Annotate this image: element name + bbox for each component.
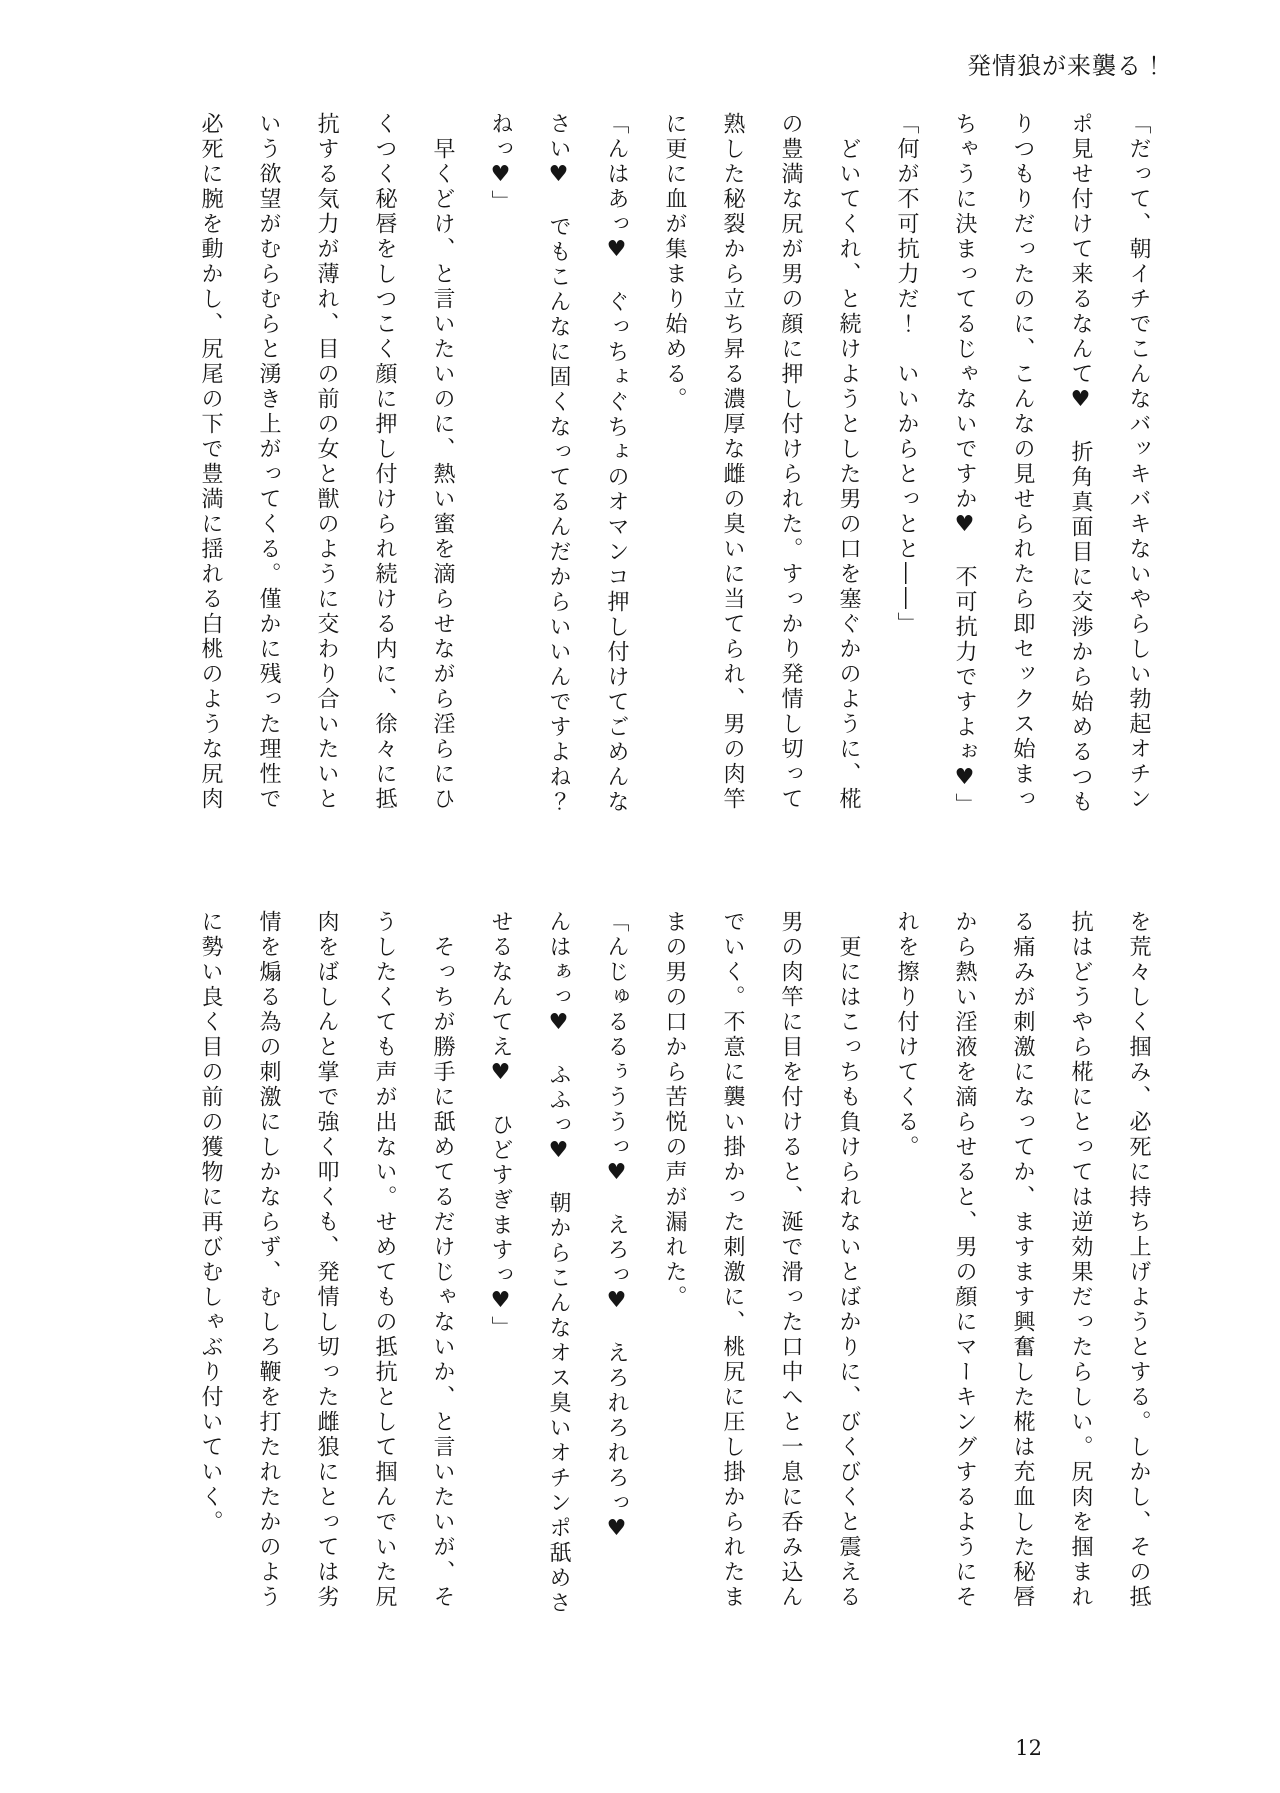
text-column: 熟した秘裂から立ち昇る濃厚な雌の臭いに当てられ、男の肉竿 xyxy=(720,112,745,812)
text-column: そっちが勝手に舐めてるだけじゃないか、と言いたいが、そ xyxy=(430,910,455,1610)
text-column: んはぁっ♥ ふふっ♥ 朝からこんなオス臭いオチンポ舐めさ xyxy=(546,910,571,1616)
bottom-text-block xyxy=(181,910,1167,1672)
text-column: 情を煽る為の刺激にしかならず、むしろ鞭を打たれたかのよう xyxy=(256,910,281,1610)
text-column: れを擦り付けてくる。 xyxy=(894,910,919,1160)
text-column: 早くどけ、と言いたいのに、熱い蜜を滴らせながら淫らにひ xyxy=(430,112,455,812)
text-column: まの男の口から苦悦の声が漏れた。 xyxy=(662,910,687,1310)
text-column: 抗する気力が薄れ、目の前の女と獣のように交わり合いたいと xyxy=(314,112,339,812)
page-header-title: 発情狼が来襲る！ xyxy=(967,52,1167,80)
text-column: から熱い淫液を滴らせると、男の顔にマーキングするようにそ xyxy=(952,910,977,1610)
top-text-block xyxy=(181,112,1167,874)
text-column: さい♥ でもこんなに固くなってるんだからいいんですよね？ xyxy=(546,112,571,815)
text-column: 「だって、朝イチでこんなバッキバキないやらしい勃起オチン xyxy=(1126,112,1151,812)
text-column: いう欲望がむらむらと湧き上がってくる。僅かに残った理性で xyxy=(256,112,281,812)
text-column: 抗はどうやら椛にとっては逆効果だったらしい。尻肉を掴まれ xyxy=(1068,910,1093,1610)
text-column: ポ見せ付けて来るなんて♥ 折角真面目に交渉から始めるつも xyxy=(1068,112,1093,815)
text-column: 更にはこっちも負けられないとばかりに、びくびくと震える xyxy=(836,910,861,1610)
text-column: 「んはあっ♥ ぐっちょぐちょのオマンコ押し付けてごめんな xyxy=(604,112,629,815)
text-column: くつく秘唇をしつこく顔に押し付けられ続ける内に、徐々に抵 xyxy=(372,112,397,812)
text-column: 「んじゅるるぅううっ♥ えろっ♥ えろれろれろっ♥ xyxy=(604,910,629,1544)
text-column: 男の肉竿に目を付けると、涎で滑った口中へと一息に呑み込ん xyxy=(778,910,803,1610)
text-column: でいく。不意に襲い掛かった刺激に、桃尻に圧し掛かられたま xyxy=(720,910,745,1610)
text-column: 肉をばしんと掌で強く叩くも、発情し切った雌狼にとっては劣 xyxy=(314,910,339,1610)
text-column: に勢い良く目の前の獲物に再びむしゃぶり付いていく。 xyxy=(198,910,223,1535)
text-column: りつもりだったのに、こんなの見せられたら即セックス始まっ xyxy=(1010,112,1035,812)
text-column: 必死に腕を動かし、尻尾の下で豊満に揺れる白桃のような尻肉 xyxy=(198,112,223,812)
text-column: せるなんてえ♥ ひどすぎますっ♥」 xyxy=(488,910,513,1341)
text-column: うしたくても声が出ない。せめてもの抵抗として掴んでいた尻 xyxy=(372,910,397,1610)
text-column: の豊満な尻が男の顔に押し付けられた。すっかり発情し切って xyxy=(778,112,803,812)
text-column: る痛みが刺激になってか、ますます興奮した椛は充血した秘唇 xyxy=(1010,910,1035,1610)
text-column: を荒々しく掴み、必死に持ち上げようとする。しかし、その抵 xyxy=(1126,910,1151,1610)
text-column: どいてくれ、と続けようとした男の口を塞ぐかのように、椛 xyxy=(836,112,861,812)
text-column: 「何が不可抗力だ！ いいからとっとと――」 xyxy=(894,112,919,637)
text-column: に更に血が集まり始める。 xyxy=(662,112,687,412)
text-column: ちゃうに決まってるじゃないですか♥ 不可抗力ですよぉ♥」 xyxy=(952,112,977,818)
text-column: ねっ♥」 xyxy=(488,112,513,215)
page-number: 12 xyxy=(1015,1736,1042,1760)
